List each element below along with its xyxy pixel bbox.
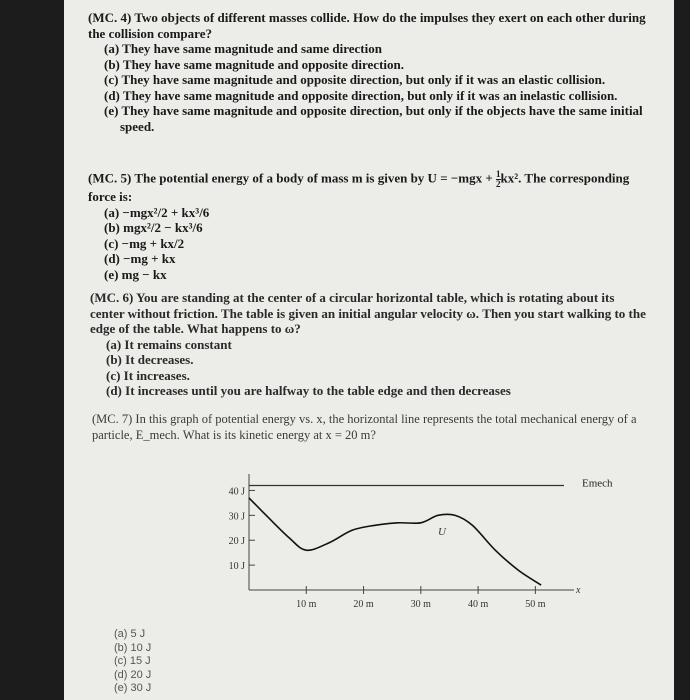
option-b: (b) mgx²/2 − kx³/6 — [104, 220, 203, 235]
option-a: (a) They have same magnitude and same direction — [104, 41, 382, 56]
question-stem — [88, 170, 648, 205]
question-mc5 — [88, 170, 648, 282]
option-c: (c) 15 J — [114, 655, 151, 667]
option-e: (e) 30 J — [114, 682, 152, 694]
x-tick-label: 50 m — [525, 599, 546, 610]
option-d: (d) They have same magnitude and opposite direction, but only if it was an inelastic collision. — [104, 87, 618, 103]
question-stem: (MC. 6) You are standing at the center of a circular horizontal table, which is rotating about its center without friction. The table is given an initial angular velocity ω. Then you start walking to the edge of the table. What happens to ω? — [90, 290, 646, 336]
stem-part-2: kx². The corresponding force is: — [88, 170, 630, 204]
mc7-answer-options — [114, 628, 151, 696]
option-e: (e) They have same magnitude and opposite direction, but only if the objects have the same initial speed. — [104, 103, 643, 134]
option-b: (b) 10 J — [114, 641, 152, 654]
option-e: (e) mg − kx — [104, 266, 167, 282]
y-tick-label: 10 J — [228, 561, 245, 573]
option-d: (d) −mg + kx — [104, 251, 176, 266]
x-tick-label: 40 m — [467, 599, 489, 610]
x-axis-label: x — [576, 585, 581, 596]
emech-label: Emech — [582, 477, 613, 490]
x-tick-label: 20 m — [353, 599, 374, 610]
stem-part-1: (MC. 5) The potential energy of a body of mass m is given by U = −mgx + — [88, 170, 497, 186]
fraction-numerator: 1 — [496, 169, 501, 179]
x-tick-label: 10 m — [296, 599, 317, 610]
potential-energy-curve — [249, 498, 541, 585]
option-b: (b) They have same magnitude and opposite direction. — [104, 56, 404, 72]
y-tick-label: 40 J — [228, 486, 245, 498]
option-a: (a) 5 J — [114, 628, 146, 640]
fraction-denominator: 2 — [496, 179, 501, 189]
option-c: (c) It increases. — [106, 367, 190, 383]
y-tick-label: 20 J — [228, 536, 245, 548]
option-d: (d) It increases until you are halfway to the table edge and then decreases — [106, 383, 511, 398]
option-d: (d) 20 J — [114, 668, 152, 681]
x-tick-label: 30 m — [410, 599, 431, 610]
question-mc7 — [92, 412, 652, 443]
worksheet-page — [64, 0, 674, 700]
y-tick-label: 30 J — [228, 511, 245, 523]
u-curve-label: U — [438, 526, 446, 539]
option-b: (b) It decreases. — [106, 352, 194, 367]
question-mc4 — [88, 10, 648, 134]
potential-energy-graph — [194, 464, 614, 614]
question-stem: (MC. 7) In this graph of potential energy vs. x, the horizontal line represents the total mechanical energy of a particle, E_mech. What is its kinetic energy at x = 20 m? — [92, 412, 637, 442]
option-c: (c) They have same magnitude and opposite direction, but only if it was an elastic collision. — [104, 72, 606, 87]
option-c: (c) −mg + kx/2 — [104, 235, 185, 251]
question-mc6 — [90, 290, 650, 399]
option-a: (a) −mgx²/2 + kx³/6 — [104, 204, 210, 220]
option-a: (a) It remains constant — [106, 336, 232, 352]
question-stem: (MC. 4) Two objects of different masses collide. How do the impulses they exert on each other during the collision compare? — [88, 10, 646, 41]
